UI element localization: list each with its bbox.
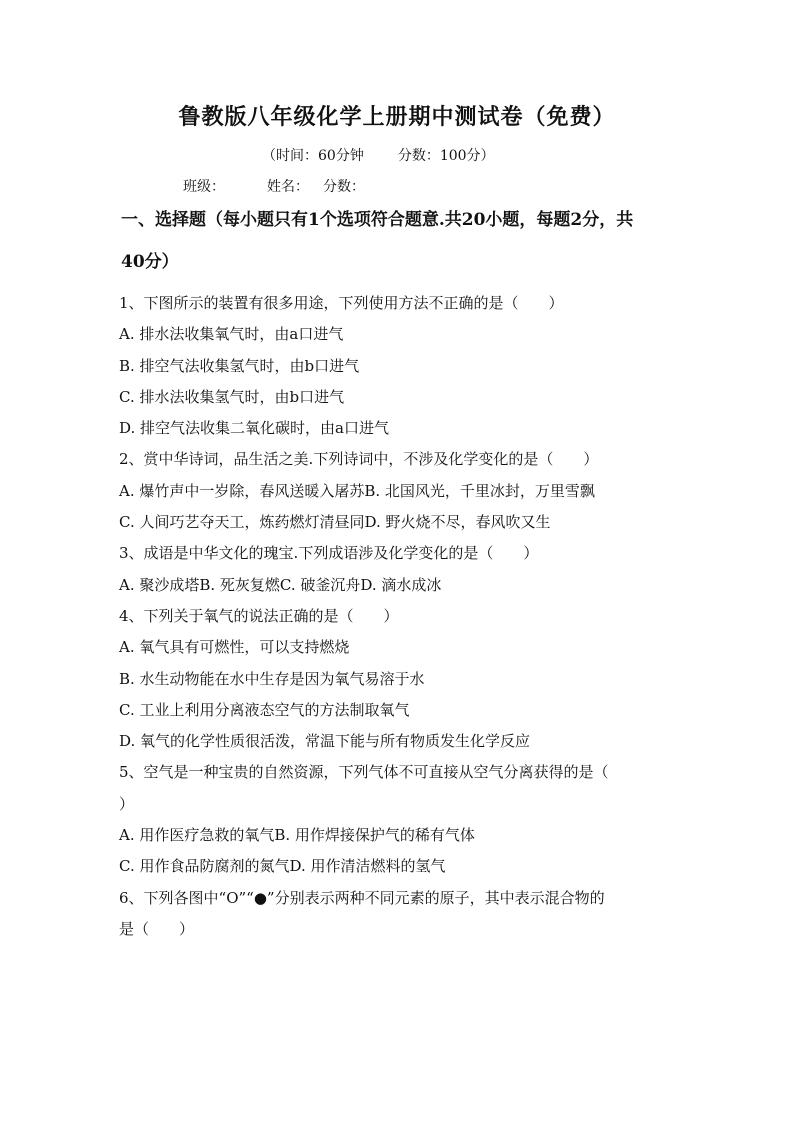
option-line: B. 排空气法收集氢气时，由b口进气 xyxy=(119,356,360,375)
question-line: 1、下图所示的装置有很多用途，下列使用方法不正确的是（ ） xyxy=(119,294,564,312)
question-line: 5、空气是一种宝贵的自然资源，下列气体不可直接从空气分离获得的是（ xyxy=(119,763,609,782)
question-line: 6、下列各图中“O”“●”分别表示两种不同元素的原子，其中表示混合物的 xyxy=(119,888,605,907)
option-line: B. 水生动物能在水中生存是因为氧气易溶于水 xyxy=(119,669,425,688)
option-line: A. 排水法收集氧气时，由a口进气 xyxy=(119,325,344,344)
option-line: C. 工业上利用分离液态空气的方法制取氧气 xyxy=(119,700,410,719)
score-label: 分数： xyxy=(323,179,365,195)
option-line: A. 用作医疗急救的氧气B. 用作焊接保护气的稀有气体 xyxy=(119,826,475,845)
option-line: C. 排水法收集氢气时，由b口进气 xyxy=(119,387,345,406)
question-line: 4、下列关于氧气的说法正确的是（ ） xyxy=(119,606,399,625)
option-line: C. 用作食品防腐剂的氮气D. 用作清洁燃料的氢气 xyxy=(119,857,446,876)
option-line: A. 氧气具有可燃性，可以支持燃烧 xyxy=(119,638,350,657)
option-line: D. 氧气的化学性质很活泼，常温下能与所有物质发生化学反应 xyxy=(119,732,531,751)
question-line-continued: 是（ ） xyxy=(119,919,195,938)
section-heading-line-2: 40分） xyxy=(121,252,179,272)
option-line: C. 人间巧艺夺天工，炼药燃灯清昼同D. 野火烧不尽，春风吹又生 xyxy=(119,513,551,532)
option-line: A. 爆竹声中一岁除，春风送暖入屠苏B. 北国风光，千里冰封，万里雪飘 xyxy=(119,481,595,500)
option-line: D. 排空气法收集二氧化碳时，由a口进气 xyxy=(119,419,389,438)
class-label: 班级： xyxy=(183,179,225,195)
exam-total-score: 分数：100分） xyxy=(397,148,495,164)
question-list xyxy=(119,288,679,945)
page-title: 鲁教版八年级化学上册期中测试卷（免费） xyxy=(178,104,616,130)
option-line: A. 聚沙成塔B. 死灰复燃C. 破釜沉舟D. 滴水成冰 xyxy=(119,575,442,594)
question-line: 2、赏中华诗词，品生活之美.下列诗词中，不涉及化学变化的是（ ） xyxy=(119,450,599,469)
section-heading-line-1: 一、选择题（每小题只有1个选项符合题意.共20小题，每题2分，共 xyxy=(121,210,634,230)
exam-time: （时间：60分钟 xyxy=(262,148,364,164)
exam-meta xyxy=(262,145,495,165)
student-info xyxy=(183,176,365,196)
name-label: 姓名： xyxy=(267,179,309,195)
question-line: 3、成语是中华文化的瑰宝.下列成语涉及化学变化的是（ ） xyxy=(119,544,539,563)
question-line-continued: ） xyxy=(119,794,135,813)
